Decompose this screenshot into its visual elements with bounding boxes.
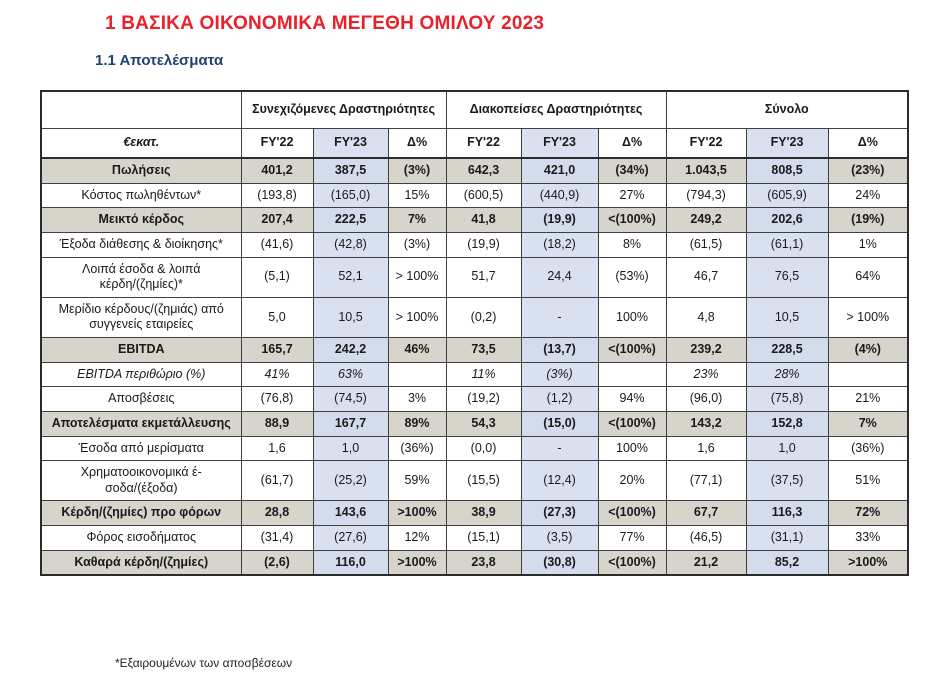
cell: 1% [828,232,908,257]
cell: (36%) [828,436,908,461]
cell: (1,2) [521,387,598,412]
cell: 41% [241,362,313,387]
cell: <(100%) [598,411,666,436]
cell: (3%) [388,232,446,257]
page-title: 1 ΒΑΣΙΚΑ ΟΙΚΟΝΟΜΙΚΑ ΜΕΓΕΘΗ ΟΜΙΛΟΥ 2023 [105,13,545,34]
cell: 242,2 [313,338,388,363]
table-row [41,257,908,297]
cell: (13,7) [521,338,598,363]
cell: 33% [828,526,908,551]
table-header [41,91,908,158]
cell: 15% [388,183,446,208]
cell: 52,1 [313,257,388,297]
cell: (36%) [388,436,446,461]
cell: 207,4 [241,208,313,233]
cell: 77% [598,526,666,551]
cell: 59% [388,461,446,501]
cell: 1,6 [241,436,313,461]
cell: 73,5 [446,338,521,363]
cell: (53%) [598,257,666,297]
cell: > 100% [388,257,446,297]
table-row [41,183,908,208]
cell: 8% [598,232,666,257]
col-header-g0-: Δ% [388,129,446,159]
cell: 143,2 [666,411,746,436]
cell: 38,9 [446,501,521,526]
cell: 165,7 [241,338,313,363]
cell: (42,8) [313,232,388,257]
cell: 401,2 [241,158,313,183]
cell: 28,8 [241,501,313,526]
cell: (19,2) [446,387,521,412]
cell: 20% [598,461,666,501]
cell: (75,8) [746,387,828,412]
cell: (165,0) [313,183,388,208]
cell: (34%) [598,158,666,183]
cell: (12,4) [521,461,598,501]
table-row [41,411,908,436]
cell [598,362,666,387]
cell: - [521,297,598,337]
cell: 143,6 [313,501,388,526]
cell: 85,2 [746,550,828,575]
cell: 46,7 [666,257,746,297]
cell: (19,9) [446,232,521,257]
cell: (3,5) [521,526,598,551]
cell: (15,0) [521,411,598,436]
cell: (3%) [388,158,446,183]
col-header-g2-FY23: FY'23 [746,129,828,159]
cell: 642,3 [446,158,521,183]
cell: (37,5) [746,461,828,501]
cell: 387,5 [313,158,388,183]
cell [828,362,908,387]
cell: (61,7) [241,461,313,501]
table-row [41,338,908,363]
cell: 228,5 [746,338,828,363]
group-header-1: Διακοπείσες Δραστηριότητες [446,91,666,129]
table-body [41,158,908,575]
cell: (74,5) [313,387,388,412]
cell: (600,5) [446,183,521,208]
cell: 7% [388,208,446,233]
row-label: Κέρδη/(ζημίες) προ φόρων [41,501,241,526]
table-row [41,232,908,257]
cell: (0,0) [446,436,521,461]
col-header-g1-: Δ% [598,129,666,159]
cell: 1,6 [666,436,746,461]
cell: 24,4 [521,257,598,297]
cell: 100% [598,297,666,337]
cell: 4,8 [666,297,746,337]
section-subtitle: 1.1 Αποτελέσματα [95,52,224,69]
row-label: Καθαρά κέρδη/(ζημίες) [41,550,241,575]
cell: (3%) [521,362,598,387]
cell: 222,5 [313,208,388,233]
cell: (61,5) [666,232,746,257]
cell: >100% [388,550,446,575]
cell: 28% [746,362,828,387]
row-label: Έξοδα διάθεσης & διοίκησης* [41,232,241,257]
cell: > 100% [828,297,908,337]
cell: >100% [388,501,446,526]
cell: 12% [388,526,446,551]
row-label: Χρηματοοικονομικά έσοδα/(έξοδα) [41,461,241,501]
cell: 88,9 [241,411,313,436]
cell: (0,2) [446,297,521,337]
cell: 23,8 [446,550,521,575]
cell: 54,3 [446,411,521,436]
cell: (15,5) [446,461,521,501]
cell: (19,9) [521,208,598,233]
cell: <(100%) [598,208,666,233]
cell [388,362,446,387]
cell: <(100%) [598,338,666,363]
cell: (46,5) [666,526,746,551]
cell: 63% [313,362,388,387]
cell: 7% [828,411,908,436]
cell: 1.043,5 [666,158,746,183]
cell: 3% [388,387,446,412]
cell: (4%) [828,338,908,363]
cell: (96,0) [666,387,746,412]
cell: - [521,436,598,461]
cell: (19%) [828,208,908,233]
col-header-g1-FY23: FY'23 [521,129,598,159]
cell: 202,6 [746,208,828,233]
cell: (76,8) [241,387,313,412]
table-row [41,362,908,387]
row-label: Κόστος πωληθέντων* [41,183,241,208]
corner-cell [41,91,241,129]
footnote: *Εξαιρουμένων των αποσβέσεων [115,656,293,670]
col-header-g2-FY22: FY'22 [666,129,746,159]
cell: (77,1) [666,461,746,501]
financial-results-table [40,90,909,576]
cell: 116,3 [746,501,828,526]
cell: (193,8) [241,183,313,208]
cell: 89% [388,411,446,436]
cell: (23%) [828,158,908,183]
cell: (41,6) [241,232,313,257]
table-row [41,436,908,461]
cell: 51,7 [446,257,521,297]
table-row [41,550,908,575]
group-header-0: Συνεχιζόμενες Δραστηριότητες [241,91,446,129]
table-row [41,387,908,412]
group-header-2: Σύνολο [666,91,908,129]
cell: 41,8 [446,208,521,233]
cell: 152,8 [746,411,828,436]
row-label: Μεικτό κέρδος [41,208,241,233]
cell: 808,5 [746,158,828,183]
cell: 72% [828,501,908,526]
cell: (25,2) [313,461,388,501]
unit-label: €εκατ. [41,129,241,159]
cell: > 100% [388,297,446,337]
column-header-row [41,129,908,159]
row-label: Μερίδιο κέρδους/(ζημιάς) από συγγενείς εταιρείες [41,297,241,337]
cell: (30,8) [521,550,598,575]
col-header-g0-FY23: FY'23 [313,129,388,159]
cell: (605,9) [746,183,828,208]
cell: 249,2 [666,208,746,233]
cell: 21% [828,387,908,412]
table-row [41,526,908,551]
row-label: Αποτελέσματα εκμετάλλευσης [41,411,241,436]
col-header-g1-FY22: FY'22 [446,129,521,159]
cell: 94% [598,387,666,412]
cell: 24% [828,183,908,208]
cell: (2,6) [241,550,313,575]
cell: (31,4) [241,526,313,551]
cell: 1,0 [746,436,828,461]
cell: <(100%) [598,550,666,575]
cell: (31,1) [746,526,828,551]
cell: 10,5 [746,297,828,337]
table-row [41,208,908,233]
table-row [41,501,908,526]
cell: 27% [598,183,666,208]
cell: 67,7 [666,501,746,526]
cell: 167,7 [313,411,388,436]
row-label: Λοιπά έσοδα & λοιπά κέρδη/(ζημίες)* [41,257,241,297]
cell: 64% [828,257,908,297]
cell: 46% [388,338,446,363]
row-label: EBITDA περιθώριο (%) [41,362,241,387]
cell: 23% [666,362,746,387]
cell: 21,2 [666,550,746,575]
cell: 10,5 [313,297,388,337]
cell: 100% [598,436,666,461]
cell: <(100%) [598,501,666,526]
cell: (18,2) [521,232,598,257]
cell: 76,5 [746,257,828,297]
cell: (440,9) [521,183,598,208]
table-row [41,297,908,337]
row-label: Αποσβέσεις [41,387,241,412]
group-header-row [41,91,908,129]
table-row [41,461,908,501]
cell: 239,2 [666,338,746,363]
cell: (15,1) [446,526,521,551]
cell: 5,0 [241,297,313,337]
cell: (61,1) [746,232,828,257]
cell: 1,0 [313,436,388,461]
col-header-g2-: Δ% [828,129,908,159]
row-label: Πωλήσεις [41,158,241,183]
cell: (794,3) [666,183,746,208]
cell: (5,1) [241,257,313,297]
row-label: EBITDA [41,338,241,363]
table-row [41,158,908,183]
col-header-g0-FY22: FY'22 [241,129,313,159]
cell: 421,0 [521,158,598,183]
cell: 11% [446,362,521,387]
cell: 51% [828,461,908,501]
cell: (27,6) [313,526,388,551]
row-label: Έσοδα από μερίσματα [41,436,241,461]
cell: (27,3) [521,501,598,526]
cell: 116,0 [313,550,388,575]
row-label: Φόρος εισοδήματος [41,526,241,551]
cell: >100% [828,550,908,575]
